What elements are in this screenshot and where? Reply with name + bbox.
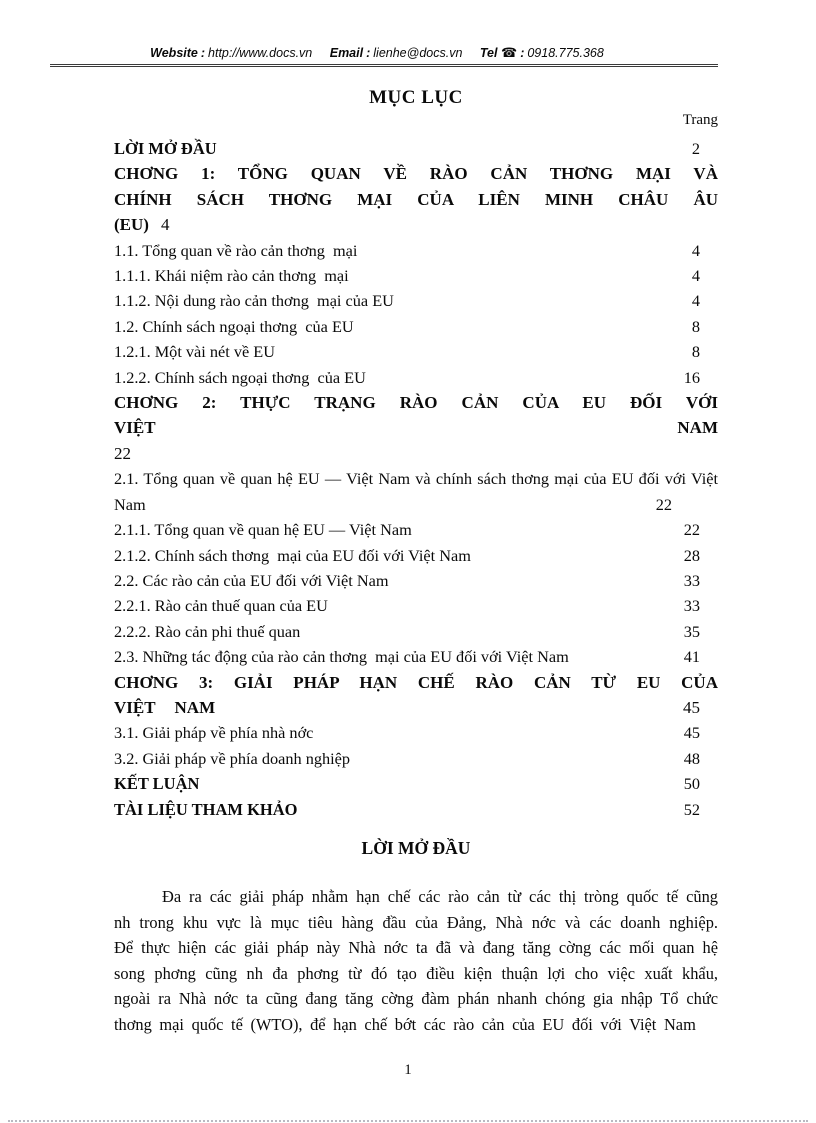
toc-entry-page: 8 [691, 316, 700, 336]
toc-entry-page: 4 [691, 291, 700, 311]
tel-separator: : [520, 46, 525, 60]
toc-entry-page: 48 [683, 748, 700, 768]
toc-entry-page: 4 [691, 240, 700, 260]
toc-entry-page: 33 [683, 596, 700, 616]
toc-entry-title: CHƠNG 1: TỔNG QUAN VỀ RÀO CẢN THƠNG MẠI VÀ CHÍNH SÁCH THƠNG MẠI CỦA LIÊN MINH CHÂU ÂU (EU) [114, 164, 718, 235]
toc-entry-title: 1.2. Chính sách ngoại thơng của EU [114, 316, 354, 336]
toc-entry-page: 52 [683, 799, 700, 819]
toc-entry-title: CHƠNG 3: GIẢI PHÁP HẠN CHẾ RÀO CẢN TỪ EU CỦA VIỆT NAM [114, 672, 718, 717]
toc-entry-chapter-2 [114, 390, 718, 466]
toc-entry-2-2-1 [114, 593, 718, 618]
toc-entry-title: 2.2. Các rào cản của EU đối với Việt Nam [114, 570, 389, 590]
toc-entry-3-1 [114, 720, 718, 745]
toc-entry-page: 28 [683, 545, 700, 565]
toc-entry-title: 2.1.2. Chính sách thơng mại của EU đối với Việt Nam [114, 545, 471, 565]
toc-entry-tai-lieu-tham-khao [114, 797, 718, 822]
toc-entry-page: 4 [691, 266, 700, 286]
tel-number: 0918.775.368 [527, 46, 604, 60]
email-address: lienhe@docs.vn [373, 46, 463, 60]
toc-entry-title: 2.1. Tổng quan về quan hệ EU — Việt Nam và chính sách thơng mại của EU đối với Việt Nam [114, 469, 718, 514]
toc-entry-1-1-1 [114, 263, 718, 288]
phone-icon: ☎ [500, 45, 518, 60]
toc-title: MỤC LỤC [369, 87, 463, 108]
toc-entry-page: 50 [683, 774, 700, 794]
toc-entry-2-2-2 [114, 619, 718, 644]
toc-entry-title: 1.1.2. Nội dung rào cản thơng mại của EU [114, 291, 394, 311]
toc-entry-chapter-1 [114, 161, 718, 237]
toc-entry-title: 2.2.1. Rào cản thuế quan của EU [114, 596, 328, 616]
toc-entry-1-2-2 [114, 365, 718, 390]
toc-entry-1-1-2 [114, 288, 718, 313]
toc-entry-title: CHƠNG 2: THỰC TRẠNG RÀO CẢN CỦA EU ĐỐI VỚI VIỆT NAM [114, 393, 718, 438]
toc-entry-chapter-3 [114, 670, 718, 721]
intro-paragraph: Đa ra các giải pháp nhằm hạn chế các rào cản từ các thị tròng quốc tế cũng nh trong khu vực là mục tiêu hàng đầu của Đảng, Nhà nớc và các doanh nghiệp. Để thực hiện các giải pháp này Nhà nớc ta đã và đang tăng cờng các mối quan hệ song phơng cũng nh đa phơng từ đó tạo điều kiện thuận lợi cho việc xuất khẩu, ngoài ra Nhà nớc ta cũng đang tăng cờng đàm phán nhanh chóng gia nhập Tổ chức thơng mại quốc tế (WTO), để hạn chế bớt các rào cản của EU đối với Việt Nam [114, 886, 718, 1034]
toc-entry-title: 3.1. Giải pháp về phía nhà nớc [114, 723, 314, 743]
toc-entry-page: 22 [114, 443, 131, 463]
toc-entry-page: 2 [691, 139, 700, 158]
toc-entry-2-2 [114, 568, 718, 593]
toc-entry-title: 2.3. Những tác động của rào cản thơng mại của EU đối với Việt Nam [114, 647, 569, 667]
table-of-contents [114, 136, 718, 822]
toc-entry-2-3 [114, 644, 718, 669]
website-label: Website [150, 46, 198, 60]
toc-entry-title: 3.2. Giải pháp về phía doanh nghiệp [114, 748, 351, 768]
toc-entry-page: 41 [683, 647, 700, 667]
toc-entry-page: 16 [683, 367, 700, 387]
website-url: http://www.docs.vn [208, 46, 313, 60]
toc-entry-title: 1.2.1. Một vài nét về EU [114, 342, 275, 362]
toc-entry-page: 45 [683, 723, 700, 743]
toc-entry-page: 35 [683, 621, 700, 641]
toc-entry-title: LỜI MỞ ĐẦU [114, 139, 217, 158]
toc-entry-page: 8 [691, 342, 700, 362]
toc-entry-page: 33 [683, 570, 700, 590]
email-label: Email [329, 46, 364, 60]
website-separator: : [200, 46, 206, 60]
toc-entry-1-2-1 [114, 339, 718, 364]
toc-entry-2-1 [114, 466, 718, 517]
toc-entry-loi-mo-dau [114, 136, 718, 161]
toc-entry-page: 22 [683, 520, 700, 540]
toc-entry-2-1-2 [114, 543, 718, 568]
page-header [50, 45, 718, 67]
toc-entry-title: 1.2.2. Chính sách ngoại thơng của EU [114, 367, 366, 387]
email-separator: : [366, 46, 371, 60]
toc-entry-page: 22 [655, 494, 672, 514]
toc-entry-page: 45 [683, 697, 700, 717]
tel-label: Tel [479, 46, 498, 60]
toc-page-column-header: Trang [682, 112, 718, 128]
toc-entry-page: 4 [160, 215, 170, 235]
section-heading: LỜI MỞ ĐẦU [361, 837, 471, 858]
toc-entry-1-2 [114, 314, 718, 339]
toc-entry-1-1 [114, 238, 718, 263]
toc-entry-3-2 [114, 746, 718, 771]
toc-entry-2-1-1 [114, 517, 718, 542]
toc-entry-title: KẾT LUẬN [114, 774, 200, 794]
toc-entry-title: 1.1.1. Khái niệm rào cản thơng mại [114, 266, 349, 286]
toc-entry-title: 1.1. Tổng quan về rào cản thơng mại [114, 240, 358, 260]
toc-entry-ket-luan [114, 771, 718, 796]
page-number: 1 [404, 1062, 412, 1078]
toc-entry-title: 2.1.1. Tổng quan về quan hệ EU — Việt Nam [114, 520, 412, 540]
toc-entry-title: TÀI LIỆU THAM KHẢO [114, 799, 298, 819]
toc-entry-title: 2.2.2. Rào cản phi thuế quan [114, 621, 301, 641]
page-bottom-dotted-edge [8, 1120, 808, 1122]
